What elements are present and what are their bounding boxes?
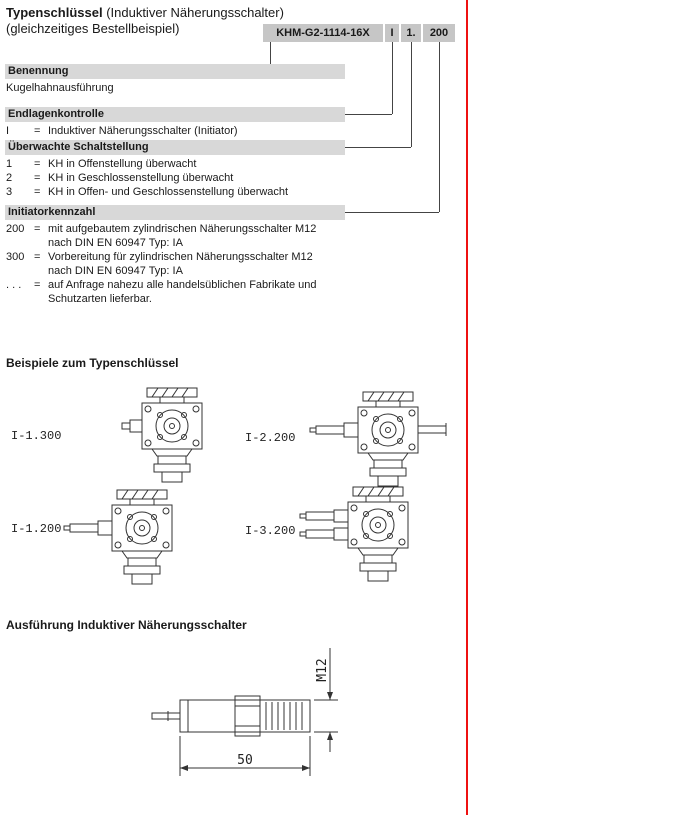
connector-line-2 xyxy=(392,42,393,114)
row-desc-line2: Schutzarten lieferbar. xyxy=(48,293,152,305)
valve-label-i1200: I-1.200 xyxy=(11,522,62,536)
equals-sign: = xyxy=(34,125,41,137)
initiatorkennzahl-row xyxy=(6,250,313,278)
row-desc-line1: Vorbereitung für zylindrischen Näherungsschalter M12 xyxy=(48,251,313,263)
sensor-drawing xyxy=(130,640,360,790)
equals-sign: = xyxy=(34,172,41,184)
row-desc xyxy=(48,278,316,306)
valve-label-i1300: I-1.300 xyxy=(11,429,62,443)
page-title-strong: Typenschlüssel xyxy=(6,5,103,20)
row-key: 200 xyxy=(6,223,25,235)
valve-drawing-i1300 xyxy=(92,386,232,486)
row-desc-line1: mit aufgebautem zylindrischen Näherungsschalter M12 xyxy=(48,223,317,235)
initiatorkennzahl-row xyxy=(6,278,316,306)
section-bar-benennung: Benennung xyxy=(5,64,345,79)
valve-label-i3200: I-3.200 xyxy=(245,524,296,538)
red-margin-line xyxy=(466,0,468,815)
connector-line-4 xyxy=(439,42,440,212)
endlagenkontrolle-row xyxy=(6,124,238,138)
row-desc xyxy=(48,250,313,278)
row-key: 300 xyxy=(6,251,25,263)
schaltstellung-row xyxy=(6,185,288,199)
code-segment-endlagenkontrolle: I xyxy=(385,24,399,42)
equals-sign: = xyxy=(34,158,41,170)
examples-heading: Beispiele zum Typenschlüssel xyxy=(6,356,179,370)
order-code-box xyxy=(263,24,455,42)
valve-drawing-i3200 xyxy=(298,485,438,585)
row-key: 1 xyxy=(6,158,13,170)
equals-sign: = xyxy=(34,186,41,198)
connector-line-4b xyxy=(345,212,439,213)
connector-line-1 xyxy=(270,42,271,64)
page-title xyxy=(6,5,284,20)
connector-line-3b xyxy=(345,147,411,148)
valve-label-i2200: I-2.200 xyxy=(245,431,296,445)
code-segment-initiatorkennzahl: 200 xyxy=(423,24,455,42)
section-bar-endlagenkontrolle: Endlagenkontrolle xyxy=(5,107,345,122)
row-desc: KH in Offen- und Geschlossenstellung überwacht xyxy=(48,186,289,198)
row-desc xyxy=(48,222,316,250)
schaltstellung-row xyxy=(6,157,196,171)
code-segment-schaltstellung: 1. xyxy=(401,24,421,42)
equals-sign: = xyxy=(34,251,41,263)
valve-drawing-i1200 xyxy=(62,488,202,588)
row-key: . . . xyxy=(6,279,22,291)
row-key: 2 xyxy=(6,172,13,184)
row-desc: KH in Geschlossenstellung überwacht xyxy=(48,172,234,184)
row-key: 3 xyxy=(6,186,13,198)
initiatorkennzahl-row xyxy=(6,222,316,250)
section-bar-initiatorkennzahl: Initiatorkennzahl xyxy=(5,205,345,220)
code-segment-type: KHM-G2-1114-16X xyxy=(263,24,383,42)
row-desc-line1: auf Anfrage nahezu alle handelsüblichen Fabrikate und xyxy=(48,279,317,291)
dim-label-m12: M12 xyxy=(315,658,330,682)
connector-line-3 xyxy=(411,42,412,147)
row-desc: Induktiver Näherungsschalter (Initiator) xyxy=(48,125,238,137)
row-key: I xyxy=(6,125,10,137)
row-desc-line2: nach DIN EN 60947 Typ: IA xyxy=(48,237,183,249)
equals-sign: = xyxy=(34,223,41,235)
schaltstellung-row xyxy=(6,171,233,185)
page-title-rest: (Induktiver Näherungsschalter) xyxy=(102,5,284,20)
section-bar-schaltstellung: Überwachte Schaltstellung xyxy=(5,140,345,155)
valve-drawing-i2200 xyxy=(308,390,448,490)
equals-sign: = xyxy=(34,279,41,291)
row-desc-line2: nach DIN EN 60947 Typ: IA xyxy=(48,265,183,277)
page-subtitle: (gleichzeitiges Bestellbeispiel) xyxy=(6,21,180,36)
dim-label-50: 50 xyxy=(237,753,253,768)
sensor-heading: Ausführung Induktiver Näherungsschalter xyxy=(6,618,247,632)
benennung-value: Kugelhahnausführung xyxy=(6,82,114,94)
connector-line-2b xyxy=(345,114,392,115)
row-desc: KH in Offenstellung überwacht xyxy=(48,158,197,170)
